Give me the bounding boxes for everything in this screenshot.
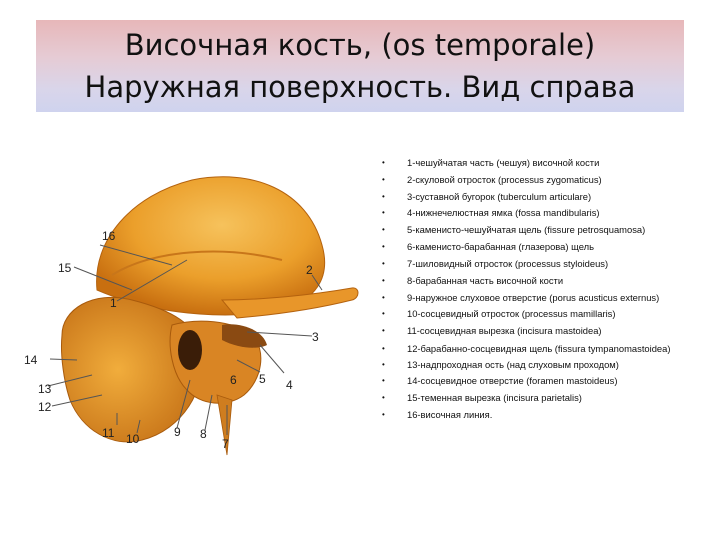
legend-item: [376, 373, 701, 390]
callout-14: 14: [24, 353, 38, 367]
legend-item: [376, 289, 701, 306]
legend-text: 1-чешуйчатая часть (чешуя) височной кости: [407, 157, 600, 168]
callout-9: 9: [174, 425, 181, 439]
legend-text: 8-барабанная часть височной кости: [407, 274, 564, 286]
legend-text: 10-сосцевидный отросток (processus mamillaris): [407, 308, 616, 320]
legend-text: 4-нижнечелюстная ямка (fossa mandibularis): [407, 207, 600, 219]
bullet: •: [382, 359, 385, 369]
callout-16: 16: [102, 229, 116, 243]
bullet: •: [382, 225, 385, 235]
legend-item: [376, 239, 701, 256]
callout-7: 7: [222, 437, 229, 451]
squama-shape: [97, 177, 325, 315]
callout-2: 2: [306, 263, 313, 277]
legend-item: [376, 306, 701, 323]
legend-text: 12-барабанно-сосцевидная щель (fissura tympanomastoidea): [407, 342, 671, 354]
legend-item: [376, 323, 701, 340]
legend-text: 6-каменисто-барабанная (глазерова) щель: [407, 240, 594, 252]
legend-item: [376, 407, 701, 424]
bullet: •: [382, 325, 385, 335]
legend-item: [376, 222, 701, 239]
legend-item: [376, 172, 701, 189]
legend-item: [376, 273, 701, 290]
slide-title-line2: Наружная поверхность. Вид справа: [84, 70, 636, 104]
bullet: •: [382, 376, 385, 386]
bullet: •: [382, 293, 385, 303]
legend-text: 3-суставной бугорок (tuberculum articulare): [407, 190, 592, 202]
legend-item: [376, 357, 701, 374]
temporal-bone-illustration: [22, 150, 367, 480]
legend-text: 13-надпроходная ость (над слуховым проходом): [407, 358, 619, 370]
legend-item: [376, 189, 701, 206]
callout-1: 1: [110, 296, 117, 310]
bullet: •: [382, 393, 385, 403]
legend-item: [376, 256, 701, 273]
legend-list: [376, 155, 701, 424]
legend-text: 16-височная линия.: [407, 408, 493, 420]
bullet: •: [382, 208, 385, 218]
legend-text: 9-наружное слуховое отверстие (porus acusticus externus): [407, 292, 660, 304]
legend-item: [376, 205, 701, 222]
bullet: •: [382, 158, 385, 167]
callout-5: 5: [259, 372, 266, 386]
legend-text: 7-шиловидный отросток (processus styloideus): [407, 257, 609, 269]
bullet: •: [382, 343, 385, 353]
callout-3: 3: [312, 330, 319, 344]
bullet: •: [382, 409, 385, 419]
legend-text: 15-теменная вырезка (incisura parietalis): [407, 392, 582, 404]
legend-item: [376, 155, 701, 172]
callout-12: 12: [38, 400, 52, 414]
external-acoustic-meatus: [178, 330, 202, 370]
callout-4: 4: [286, 378, 293, 392]
slide-title-line1: Височная кость, (os temporale): [124, 28, 596, 62]
legend-text: 2-скуловой отросток (processus zygomaticus): [407, 173, 602, 185]
legend-item: [376, 390, 701, 407]
legend-text: 5-каменисто-чешуйчатая щель (fissure petrosquamosa): [407, 224, 646, 236]
bullet: •: [382, 275, 385, 285]
bullet: •: [382, 241, 385, 251]
bullet: •: [382, 309, 385, 319]
legend-item: [376, 340, 701, 357]
bullet: •: [382, 174, 385, 184]
legend-text: 11-сосцевидная вырезка (incisura mastoidea): [407, 324, 602, 336]
callout-11: 11: [102, 426, 115, 440]
callout-13: 13: [38, 382, 52, 396]
bullet: •: [382, 191, 385, 201]
callout-10: 10: [126, 432, 140, 446]
temporal-bone-drawing: [22, 150, 367, 480]
bullet: •: [382, 258, 385, 268]
legend-text: 14-сосцевидное отверстие (foramen mastoideus): [407, 375, 618, 387]
callout-15: 15: [58, 261, 72, 275]
callout-6: 6: [230, 373, 237, 387]
callout-8: 8: [200, 427, 207, 441]
